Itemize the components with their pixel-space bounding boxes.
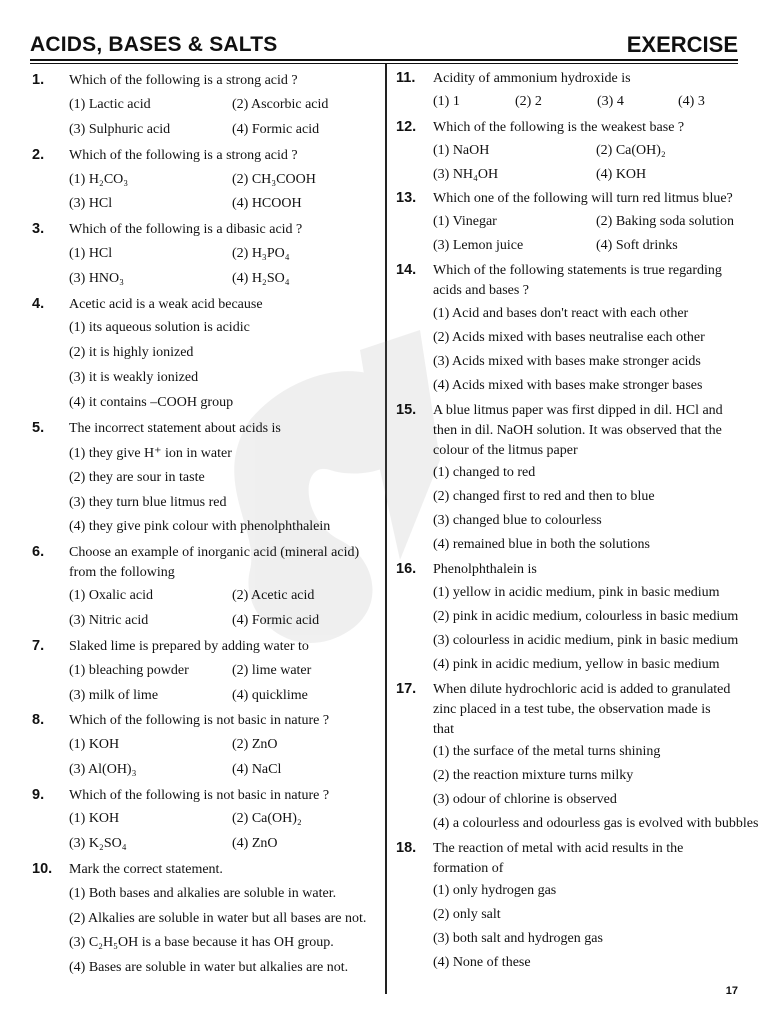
answer-option: (4) NaCl (232, 762, 282, 777)
question-text: The incorrect statement about acids is (69, 421, 281, 436)
question-number: 2. (32, 147, 45, 163)
answer-option: (2) Alkalies are soluble in water but all bases are not. (69, 911, 367, 926)
answer-option: (1) Vinegar (433, 214, 497, 229)
answer-option: (2) changed first to red and then to blue (433, 489, 655, 504)
answer-option: (3) odour of chlorine is observed (433, 792, 617, 807)
answer-option: (2) pink in acidic medium, colourless in basic medium (433, 609, 739, 624)
answer-option: (2) ZnO (232, 737, 278, 752)
answer-option: (3) colourless in acidic medium, pink in basic medium (433, 633, 739, 648)
question-text: from the following (69, 565, 175, 580)
answer-option: (2) Ca(OH)₂ (232, 811, 302, 826)
answer-option: (3) Acids mixed with bases make stronger acids (433, 354, 701, 369)
answer-option: (2) the reaction mixture turns milky (433, 768, 634, 783)
answer-option: (4) HCOOH (232, 196, 302, 211)
answer-option: (1) yellow in acidic medium, pink in basic medium (433, 585, 720, 600)
answer-option: (2) H₃PO₄ (232, 246, 290, 261)
question-text: formation of (433, 861, 504, 876)
question-number: 13. (396, 190, 417, 206)
answer-option: (1) bleaching powder (69, 663, 189, 678)
question-number: 18. (396, 840, 417, 856)
answer-option: (4) they give pink colour with phenolphthalein (69, 519, 331, 534)
question-text: When dilute hydrochloric acid is added to granulated (433, 682, 731, 697)
answer-option: (1) they give H⁺ ion in water (69, 446, 232, 461)
answer-option: (1) changed to red (433, 465, 536, 480)
answer-option: (3) both salt and hydrogen gas (433, 931, 603, 946)
answer-option: (2) Acids mixed with bases neutralise each other (433, 330, 705, 345)
answer-option: (4) Bases are soluble in water but alkalies are not. (69, 960, 349, 975)
answer-option: (4) remained blue in both the solutions (433, 537, 650, 552)
question-text: Which of the following statements is true regarding (433, 263, 722, 278)
answer-option: (3) it is weakly ionized (69, 370, 199, 385)
answer-option: (4) Formic acid (232, 122, 320, 137)
answer-option: (3) Sulphuric acid (69, 122, 171, 137)
answer-option: (3) HNO₃ (69, 271, 125, 286)
question-text: Which of the following is the weakest base ? (433, 120, 685, 135)
page-number: 17 (725, 985, 738, 997)
answer-option: (4) ZnO (232, 836, 278, 851)
question-text: Which of the following is not basic in nature ? (69, 788, 330, 803)
question-text: colour of the litmus paper (433, 443, 578, 458)
answer-option: (1) HCl (69, 246, 113, 261)
question-number: 17. (396, 681, 417, 697)
answer-option: (2) only salt (433, 907, 501, 922)
answer-option: (3) Al(OH)₃ (69, 762, 137, 777)
answer-option: (1) 1 (433, 94, 460, 109)
answer-option: (2) Ca(OH)₂ (596, 143, 666, 158)
column-divider (385, 64, 387, 994)
answer-option: (1) its aqueous solution is acidic (69, 320, 250, 335)
question-text: Which of the following is not basic in nature ? (69, 713, 330, 728)
question-number: 8. (32, 712, 45, 728)
answer-option: (1) KOH (69, 811, 120, 826)
answer-option: (3) NH₄OH (433, 167, 499, 182)
answer-option: (3) C₂H₅OH is a base because it has OH group. (69, 935, 334, 950)
answer-option: (4) Formic acid (232, 613, 320, 628)
question-number: 5. (32, 420, 45, 436)
answer-option: (3) milk of lime (69, 688, 159, 703)
answer-option: (3) Lemon juice (433, 238, 524, 253)
question-text: that (433, 722, 454, 737)
answer-option: (4) 3 (678, 94, 705, 109)
question-text: Slaked lime is prepared by adding water to (69, 639, 309, 654)
question-text: Phenolphthalein is (433, 562, 537, 577)
question-number: 9. (32, 787, 45, 803)
answer-option: (1) NaOH (433, 143, 490, 158)
answer-option: (1) Both bases and alkalies are soluble in water. (69, 886, 337, 901)
answer-option: (4) Acids mixed with bases make stronger bases (433, 378, 703, 393)
question-number: 12. (396, 119, 417, 135)
question-number: 10. (32, 861, 53, 877)
answer-option: (3) K₂SO₄ (69, 836, 127, 851)
header-rule (30, 59, 738, 61)
answer-option: (2) it is highly ionized (69, 345, 194, 360)
question-number: 3. (32, 221, 45, 237)
question-text: Which of the following is a strong acid ? (69, 73, 298, 88)
answer-option: (3) HCl (69, 196, 113, 211)
answer-option: (2) 2 (515, 94, 542, 109)
answer-option: (1) H₂CO₃ (69, 172, 129, 187)
question-number: 15. (396, 402, 417, 418)
header-rule-thin (30, 63, 738, 64)
answer-option: (1) Oxalic acid (69, 588, 153, 603)
question-number: 14. (396, 262, 417, 278)
answer-option: (4) pink in acidic medium, yellow in basic medium (433, 657, 720, 672)
answer-option: (4) Soft drinks (596, 238, 678, 253)
answer-option: (1) only hydrogen gas (433, 883, 557, 898)
question-number: 16. (396, 561, 417, 577)
answer-option: (2) they are sour in taste (69, 470, 205, 485)
answer-option: (3) changed blue to colourless (433, 513, 602, 528)
answer-option: (1) the surface of the metal turns shining (433, 744, 661, 759)
answer-option: (2) Ascorbic acid (232, 97, 329, 112)
answer-option: (3) 4 (597, 94, 624, 109)
question-number: 4. (32, 296, 45, 312)
question-number: 6. (32, 544, 45, 560)
question-number: 7. (32, 638, 45, 654)
answer-option: (2) CH₃COOH (232, 172, 316, 187)
answer-option: (1) Lactic acid (69, 97, 151, 112)
answer-option: (4) None of these (433, 955, 531, 970)
answer-option: (4) a colourless and odourless gas is evolved with bubbles (433, 816, 759, 831)
answer-option: (3) Nitric acid (69, 613, 149, 628)
answer-option: (4) quicklime (232, 688, 308, 703)
question-text: Which of the following is a dibasic acid ? (69, 222, 303, 237)
question-text: zinc placed in a test tube, the observation made is (433, 702, 711, 717)
question-text: Acetic acid is a weak acid because (69, 297, 263, 312)
answer-option: (2) Acetic acid (232, 588, 315, 603)
answer-option: (4) it contains –COOH group (69, 395, 234, 410)
question-text: Which one of the following will turn red litmus blue? (433, 191, 733, 206)
question-text: Mark the correct statement. (69, 862, 223, 877)
answer-option: (4) H₂SO₄ (232, 271, 290, 286)
question-text: Acidity of ammonium hydroxide is (433, 71, 631, 86)
answer-option: (3) they turn blue litmus red (69, 495, 227, 510)
answer-option: (1) KOH (69, 737, 120, 752)
question-number: 1. (32, 72, 45, 88)
question-text: acids and bases ? (433, 283, 530, 298)
question-text: Choose an example of inorganic acid (mineral acid) (69, 545, 360, 560)
question-text: Which of the following is a strong acid ? (69, 148, 298, 163)
answer-option: (2) lime water (232, 663, 312, 678)
answer-option: (2) Baking soda solution (596, 214, 735, 229)
answer-option: (1) Acid and bases don't react with each other (433, 306, 689, 321)
question-text: The reaction of metal with acid results in the (433, 841, 684, 856)
chapter-title: ACIDS, BASES & SALTS (30, 33, 278, 56)
question-text: A blue litmus paper was first dipped in dil. HCl and (433, 403, 723, 418)
question-number: 11. (396, 70, 416, 86)
question-text: then in dil. NaOH solution. It was observed that the (433, 423, 722, 438)
answer-option: (4) KOH (596, 167, 647, 182)
section-title: EXERCISE (626, 32, 738, 57)
